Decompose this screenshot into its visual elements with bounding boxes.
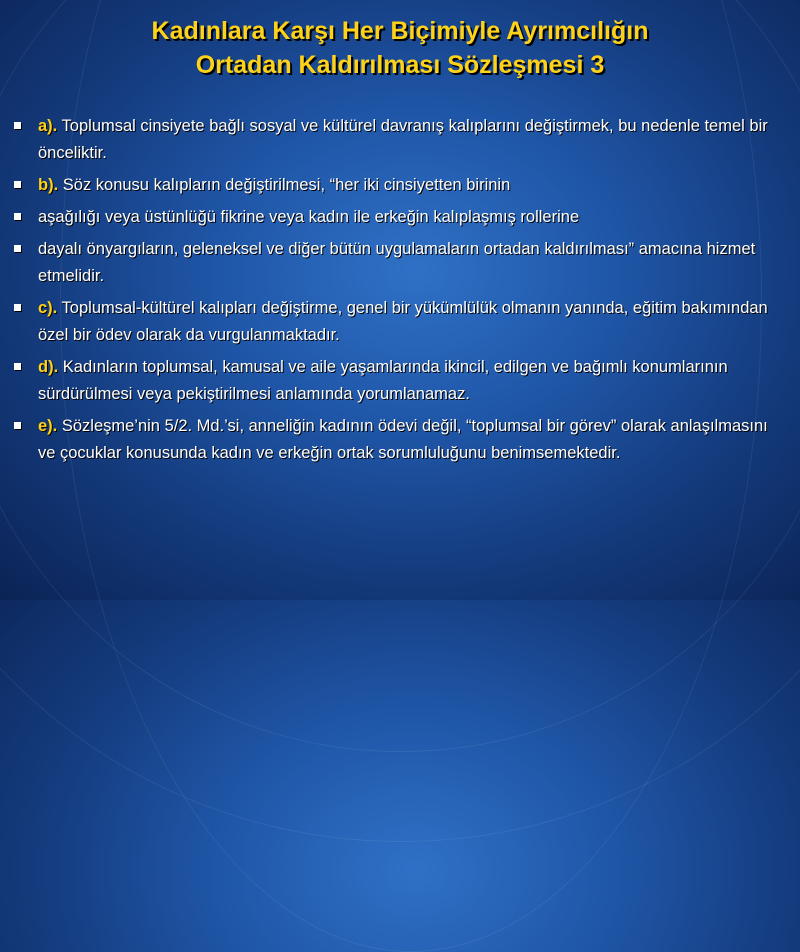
bullet-item: [14, 236, 774, 290]
bullet-item: [14, 204, 774, 231]
bullet-list: [14, 113, 774, 472]
bullet-text: dayalı önyargıların, geleneksel ve diğer bütün uygulamaların ortadan kaldırılması” amacına hizmet etmelidir.: [38, 240, 756, 285]
bullet-text: Söz konusu kalıpların değiştirilmesi, “her iki cinsiyetten birinin: [58, 176, 511, 194]
bullet-item: [14, 354, 774, 408]
bullet-item: [14, 172, 774, 199]
bullet-label: d).: [38, 358, 59, 376]
bullet-square-icon: [14, 181, 21, 188]
bullet-text: Toplumsal-kültürel kalıpları değiştirme, genel bir yükümlülük olmanın yanında, eğitim bakımından özel bir ödev olarak da vurgulanmaktadır.: [38, 299, 768, 344]
bullet-square-icon: [14, 213, 21, 220]
bullet-text: aşağılığı veya üstünlüğü fikrine veya kadın ile erkeğin kalıplaşmış rollerine: [38, 208, 580, 226]
bullet-label: b).: [38, 176, 59, 194]
bullet-text: Toplumsal cinsiyete bağlı sosyal ve kültürel davranış kalıplarını değiştirmek, bu nedenle temel bir önceliktir.: [38, 117, 768, 162]
bullet-square-icon: [14, 422, 21, 429]
bullet-square-icon: [14, 122, 21, 129]
bullet-item: [14, 413, 774, 467]
bullet-text: Sözleşme’nin 5/2. Md.’si, anneliğin kadının ödevi değil, “toplumsal bir görev” olarak anlaşılmasını ve çocuklar konusunda kadın ve erkeğin ortak sorumluluğunu benimsemektedir.: [38, 417, 768, 462]
bullet-square-icon: [14, 245, 21, 252]
bullet-label: a).: [38, 117, 58, 135]
slide-title-line-1: Kadınlara Karşı Her Biçimiyle Ayrımcılığın: [151, 17, 649, 45]
bullet-square-icon: [14, 363, 21, 370]
bullet-label: e).: [38, 417, 58, 435]
bullet-item: [14, 113, 774, 167]
slide-title: [0, 14, 800, 82]
bullet-text: Kadınların toplumsal, kamusal ve aile yaşamlarında ikincil, edilgen ve bağımlı konumlarının sürdürülmesi veya pekiştirilmesi anlamında yorumlanamaz.: [38, 358, 728, 403]
bullet-item: [14, 295, 774, 349]
bullet-label: c).: [38, 299, 58, 317]
slide-title-line-2: Ortadan Kaldırılması Sözleşmesi 3: [195, 51, 605, 79]
bullet-square-icon: [14, 304, 21, 311]
